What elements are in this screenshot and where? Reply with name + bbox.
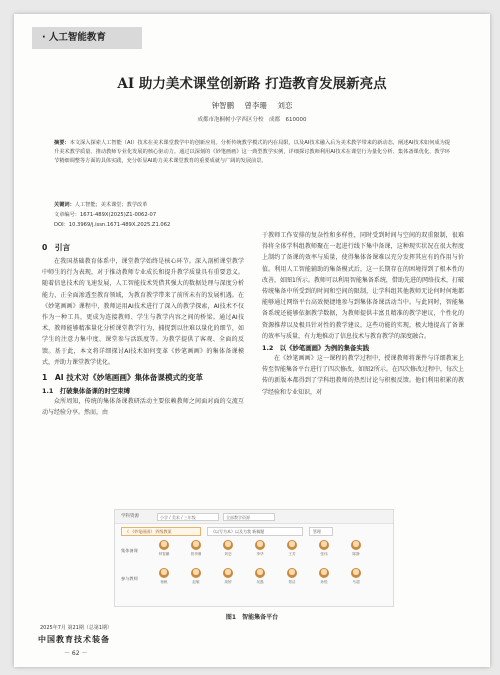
author-name: 钟智鹏	[211, 101, 235, 110]
teacher-avatar	[287, 568, 297, 578]
article-number: 文章编号：1671-489X(2025)Z1-0062-07	[54, 212, 157, 218]
grade-select: 小学 / 美术 / 三年级	[157, 513, 219, 521]
teacher-name: 杨帆	[160, 580, 168, 584]
abstract	[54, 139, 450, 166]
journal-name: 中国教育技术装备	[38, 634, 110, 644]
teacher-avatar	[191, 568, 201, 578]
heading-section-1: 1 AI 技术对《妙笔画画》集体备课模式的变革	[42, 373, 203, 383]
paragraph-1-1: 众所周知，传统的集体备课教研活动主要依赖教师之间面对面的交流互动与经验分享。然而，由	[42, 398, 244, 417]
teacher-name: 张伟	[320, 552, 328, 556]
figure-tabs	[121, 527, 389, 536]
intro-paragraph: 在我国基础教育体系中，课堂教学始终是核心环节。深入剖析课堂教学中师生的行为表现，对于推动教师专业成长和提升教学质量具有重要意义。随着信息技术的飞速发展，人工智能技术凭借其强大的数据处理与深度分析能力，正全面渗透至教育领域，为教育教学带来了前所未有的发展机遇。在《妙笔画画》课程中，教师运用AI技术进行了深入的教学探索，AI技术不仅作为一种工具，更成为连接教师、学生与教学内容之间的桥梁。通过AI技术，教师能够精准量化分析课堂教学行为，捕捉到以往难以量化的细节，如学生的注意力集中度、课堂参与活跃度等。为教学提供了客观、全面的反馈。基于此，本文将详细探讨AI技术如何变革《妙笔画画》的集体备课模式，并助力课堂教学优化。	[42, 258, 244, 366]
keywords-text: 人工智能；美术课堂；教学改革	[74, 202, 148, 208]
teacher-avatar	[351, 568, 361, 578]
affiliation: 成都市泡桐树小学西区分校 成都 610000	[197, 117, 307, 123]
teacher-name: 孙悦	[320, 580, 328, 584]
teacher-name: 郑洁	[288, 580, 296, 584]
keywords	[54, 201, 450, 208]
teacher-avatar	[255, 568, 265, 578]
teacher-avatar	[223, 540, 233, 550]
figure-platform-screenshot	[114, 509, 394, 607]
paragraph-continued: 于教师工作安排的复杂性和多样性，同时受到时间与空间的双重限制，很难得将全体学科组教师聚在一起进行线下集中备课，这种现实状况在很大程度上制约了备课的效率与质量，使得集体备课难以充分发挥其应有的作用与价值。利用人工智能辅助的集备模式后，这一长期存在的困境得到了根本性的改善，如图1所示。教师可以利用智能集备系统，借助先进的网络技术，打破传统集备中所受到的时间和空间的限制，让学科组其他教师无论何时何地都能够通过网络平台高效便捷地参与到集体备课活动当中。与此同时，智能集备系统还能够依据教学数据，为教师提供丰富且精准的教学建议，个性化的资源推荐以及极具针对性的教学建议。这些功能的实现，极大地提高了备课的效率与质量，有力地推动了信息技术与教育教学的深度融合。	[262, 232, 464, 340]
figure-caption: 图1 智能集备平台	[225, 614, 279, 621]
article-title: AI 助力美术课堂创新路 打造教育发展新亮点	[117, 76, 387, 92]
teacher-name: 周婷	[224, 580, 232, 584]
teacher-avatar	[223, 568, 233, 578]
teacher-name: 吴磊	[256, 580, 264, 584]
issue-date: 2025年7月 第21期（总第1期）	[40, 625, 113, 631]
teacher-avatar	[351, 540, 361, 550]
teacher-name: 陈静	[352, 552, 360, 556]
teacher-name: 刘恋	[224, 552, 232, 556]
teacher-name: 李华	[256, 552, 264, 556]
teacher-avatar	[319, 540, 329, 550]
teacher-avatar	[159, 540, 169, 550]
teacher-avatar	[191, 540, 201, 550]
teacher-name: 马超	[352, 580, 360, 584]
section-tag: · 人工智能教育	[32, 27, 142, 49]
figure-tab: 《 《妙笔画画》 四级教案	[121, 527, 201, 536]
heading-introduction: 0 引言	[42, 243, 71, 252]
author-name: 刘恋	[277, 101, 293, 110]
toolbar-label: 学科资源	[121, 514, 139, 519]
abstract-text: 本文深入探索人工智能（AI）技术在美术课堂教学中的创新应用。分析传统教学模式的内在局限，以及AI技术融入后为美术教学带来的新动态，阐述AI技术如何成为提升美术教学质量、推动教师专业化发展的核心驱动力。通过以深刻的《妙笔画画》这一典型教学实例，详细探讨教师利用AI技术在课堂行为量化分析、集体备课优化、教学环节精细调整等方面的具体实践，充分彰显AI助力美术课堂教育的重要成就与广阔的发展前景。	[54, 140, 450, 164]
author-name: 曾李珊	[244, 101, 267, 110]
teacher-avatar	[287, 540, 297, 550]
paragraph-1-2: 在《妙笔画画》这一课程的教学过程中，授课教师将课件与详细教案上传至智能集备平台进行了四次修改，如图2所示。在四次修改过程中，每次上传的新版本都得到了学科组教师的热烈讨论与积极反馈。他们利用积累的教学经验和专业知识，对	[262, 355, 464, 396]
teacher-avatar	[255, 540, 265, 550]
teacher-avatar	[159, 568, 169, 578]
row-label: 参与教师	[121, 576, 138, 581]
right-column	[262, 230, 464, 398]
teacher-avatar	[319, 568, 329, 578]
heading-section-1-2: 1.2 以《妙笔画画》为例的集备实践	[262, 344, 370, 353]
author-list	[14, 100, 490, 111]
teacher-name: 王芳	[288, 552, 296, 556]
left-column	[42, 242, 244, 418]
heading-section-1-1: 1.1 打破集体备课的时空束缚	[42, 387, 131, 396]
figure-tab: 《以写为本》以及为我 新稿题	[207, 527, 303, 536]
teacher-name: 赵敏	[192, 580, 200, 584]
abstract-label: 摘要：	[54, 140, 70, 146]
page-number: － 62 －	[64, 650, 88, 657]
doi: DOI：10.3969/j.issn.1671-489X.2025.Z1.062	[54, 222, 171, 228]
teacher-name: 钟智鹏	[158, 552, 170, 556]
row-label: 集体备课	[121, 548, 138, 553]
resource-select: 全部教学资源	[223, 513, 275, 521]
keywords-label: 关键词：	[54, 202, 75, 208]
teacher-name: 曾李珊	[190, 552, 202, 556]
figure-tab: 管理	[309, 527, 333, 536]
paper-page	[14, 14, 490, 667]
